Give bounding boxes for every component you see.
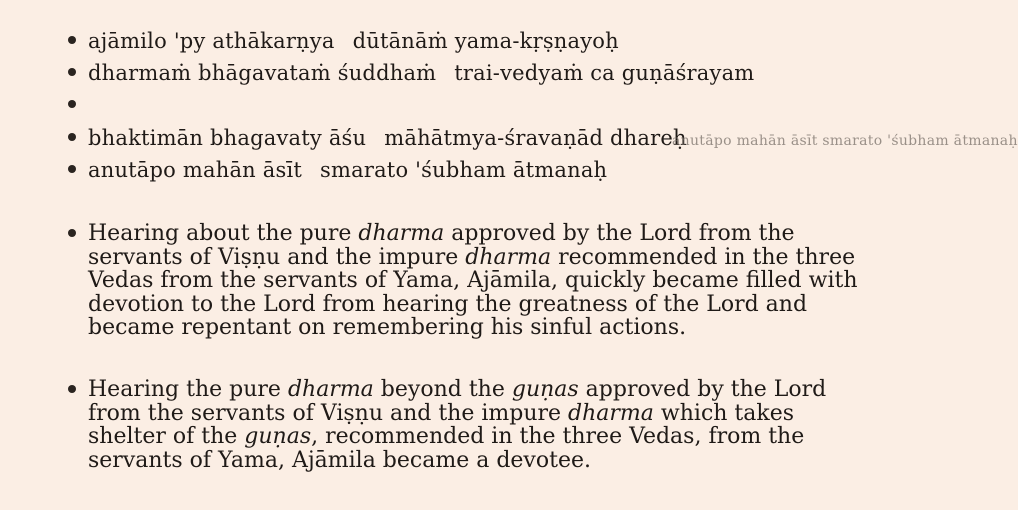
verse-line-4-ghost-text: anutāpo mahān āsīt smarato 'śubham ātmanaḥ [672,133,1018,149]
para2-italic-4: guṇas [244,424,312,449]
verse-line-5 [88,158,607,182]
verse-line-2-second-half: trai-vedyaṁ ca guṇāśrayam [454,61,755,85]
verse-line-1 [88,29,619,53]
verse-line-2-first-half: dharmaṁ bhāgavataṁ śuddhaṁ [88,61,437,85]
bullet-marker [68,100,76,108]
para2-text-2: beyond the [373,377,512,402]
verse-line-5-first-half: anutāpo mahān āsīt [88,158,303,182]
para2-text-4: which takes shelter of the [88,400,795,449]
bullet-marker [68,385,76,393]
verse-line-1-first-half: ajāmilo 'py athākarṇya [88,29,335,53]
para1-text-3: recommended in the three Vedas from the servants of Yama, Ajāmila, quickly became filled with devotion to the Lord from hearing the greatness of the Lord and became repentant on remembering his sinful actions. [88,244,858,340]
verse-line-5-second-half: smarato 'śubham ātmanaḥ [320,158,608,182]
verse-line-4-first-half: bhaktimān bhagavaty āśu [88,126,367,150]
bullet-marker [68,68,76,76]
para1-text-1: Hearing about the pure [88,221,359,246]
verse-line-4-second-half: māhātmya-śravaṇād dhareḥ [384,126,687,150]
translation-paragraph-1 [88,222,878,340]
verse-line-1-second-half: dūtānāṁ yama-kṛṣṇayoḥ [352,29,619,53]
para2-italic-1: dharma [287,377,374,402]
para1-italic-1: dharma [358,221,445,246]
translation-paragraph-2 [88,378,878,472]
bullet-marker [68,133,76,141]
verse-line-2 [88,61,754,85]
verse-line-4-ghost [672,129,1018,153]
para2-text-1: Hearing the pure [88,377,288,402]
para1-italic-2: dharma [465,244,552,270]
para2-italic-2: guṇas [511,377,579,402]
bullet-marker [68,165,76,173]
bullet-marker [68,36,76,44]
bullet-marker [68,229,76,237]
para2-text-5: , recommended in the three Vedas, from the servants of Yama, Ajāmila became a devotee. [88,424,805,473]
para1-text-2: approved by the Lord from the servants of Viṣṇu and the impure [88,221,795,270]
para2-italic-3: dharma [568,400,654,426]
verse-line-4 [88,126,687,150]
para2-text-3: approved by the Lord from the servants of Viṣṇu and the impure [88,377,827,426]
